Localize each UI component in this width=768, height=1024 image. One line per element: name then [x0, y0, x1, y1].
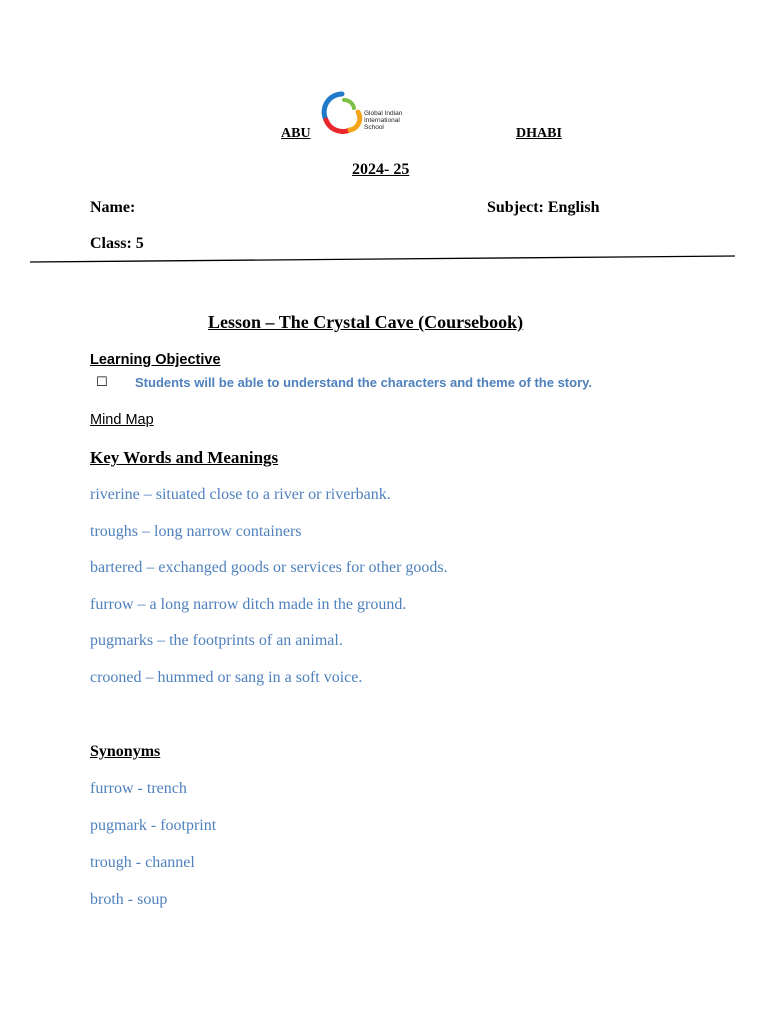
key-words-heading: Key Words and Meanings: [90, 448, 279, 467]
synonyms-heading: Synonyms: [90, 743, 161, 760]
synonym-item: furrow - trench: [90, 780, 187, 797]
header-abu: ABU: [281, 126, 311, 141]
key-word-item: bartered – exchanged goods or services for other goods.: [90, 559, 448, 576]
mind-map-heading: Mind Map: [90, 412, 154, 428]
school-logo: [320, 90, 410, 136]
key-word-item: crooned – hummed or sang in a soft voice.: [90, 669, 363, 686]
header-divider: [30, 255, 735, 263]
checkbox-bullet-icon: ☐: [96, 374, 108, 389]
key-word-item: pugmarks – the footprints of an animal.: [90, 632, 343, 649]
name-label: Name:: [90, 199, 136, 216]
key-word-item: troughs – long narrow containers: [90, 523, 302, 540]
objective-text: Students will be able to understand the characters and theme of the story.: [135, 375, 593, 390]
logo-swirl-icon: [320, 90, 364, 136]
synonym-item: pugmark - footprint: [90, 817, 217, 834]
logo-text: Global Indian International School: [364, 110, 403, 131]
academic-year: 2024- 25: [352, 161, 410, 178]
key-word-item: riverine – situated close to a river or riverbank.: [90, 486, 391, 503]
learning-objective-heading: Learning Objective: [90, 352, 221, 368]
synonym-item: broth - soup: [90, 891, 168, 908]
subject-label: Subject: English: [487, 199, 600, 216]
class-label: Class: 5: [90, 235, 144, 252]
lesson-title: Lesson – The Crystal Cave (Coursebook): [208, 312, 524, 332]
synonym-item: trough - channel: [90, 854, 195, 871]
header-dhabi: DHABI: [516, 126, 562, 141]
key-word-item: furrow – a long narrow ditch made in the ground.: [90, 596, 407, 613]
